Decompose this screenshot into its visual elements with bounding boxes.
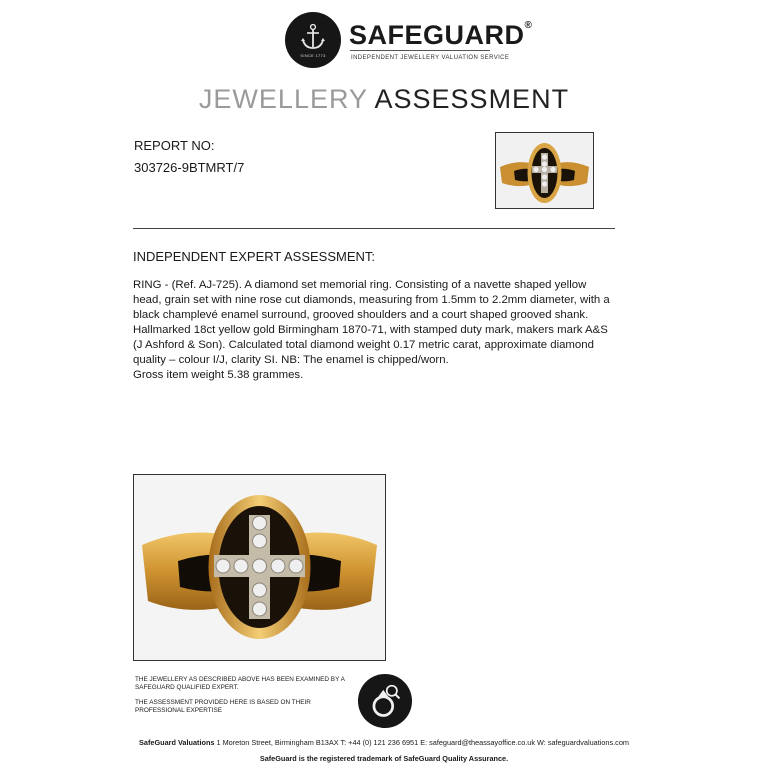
brand-rule <box>350 50 490 51</box>
logo-since-text: SINCE 1773 <box>300 53 326 58</box>
footer-company: SafeGuard Valuations <box>139 738 215 747</box>
footer-contact <box>0 738 768 747</box>
report-number-label: REPORT NO: <box>134 138 215 153</box>
brand-tagline: INDEPENDENT JEWELLERY VALUATION SERVICE <box>351 55 510 61</box>
title-dark-word: ASSESSMENT <box>374 84 570 114</box>
anchor-icon <box>298 22 328 52</box>
report-number-value: 303726-9BTMRT/7 <box>134 160 245 175</box>
assessment-description <box>133 278 613 383</box>
gross-weight-text: Gross item weight 5.38 grammes. <box>133 369 304 381</box>
title-light-word: JEWELLERY <box>198 84 368 114</box>
ring-main-photo <box>133 474 386 661</box>
ring-seal-icon <box>358 674 412 728</box>
footer-trademark: SafeGuard is the registered trademark of SafeGuard Quality Assurance. <box>259 754 509 763</box>
description-text: RING - (Ref. AJ-725). A diamond set memorial ring. Consisting of a navette shaped yellow head, grain set with nine rose cut diamonds, measuring from 1.5mm to 2.2mm diameter, with a black champlevé enamel surround, grooved shoulders and a court shaped grooved shank. Hallmarked 18ct yellow gold Birmingham 1870-71, with stamped duty mark, makers mark A&S (J Ashford & Son). Calculated total diamond weight 0.17 metric carat, approximate diamond quality – colour I/J, clarity SI. NB: The enamel is chipped/worn. <box>133 279 610 366</box>
statement-examined: THE JEWELLERY AS DESCRIBED ABOVE HAS BEEN EXAMINED BY A SAFEGUARD QUALIFIED EXPERT. <box>135 676 345 691</box>
page-title <box>0 84 768 115</box>
safeguard-logo <box>285 12 341 68</box>
assessment-heading: INDEPENDENT EXPERT ASSESSMENT: <box>133 249 376 264</box>
brand-name: SAFEGUARD® <box>349 20 533 50</box>
footer-address: 1 Moreton Street, Birmingham B13AX <box>216 738 339 747</box>
ring-thumbnail-photo <box>495 132 594 209</box>
footer-email: E: safeguard@theassayoffice.co.uk <box>420 738 535 747</box>
footer-phone: T: +44 (0) 121 236 6951 <box>340 738 419 747</box>
footer-web: W: safeguardvaluations.com <box>537 738 629 747</box>
statement-expertise: THE ASSESSMENT PROVIDED HERE IS BASED ON THEIR PROFESSIONAL EXPERTISE <box>135 699 311 714</box>
section-divider <box>133 228 615 229</box>
